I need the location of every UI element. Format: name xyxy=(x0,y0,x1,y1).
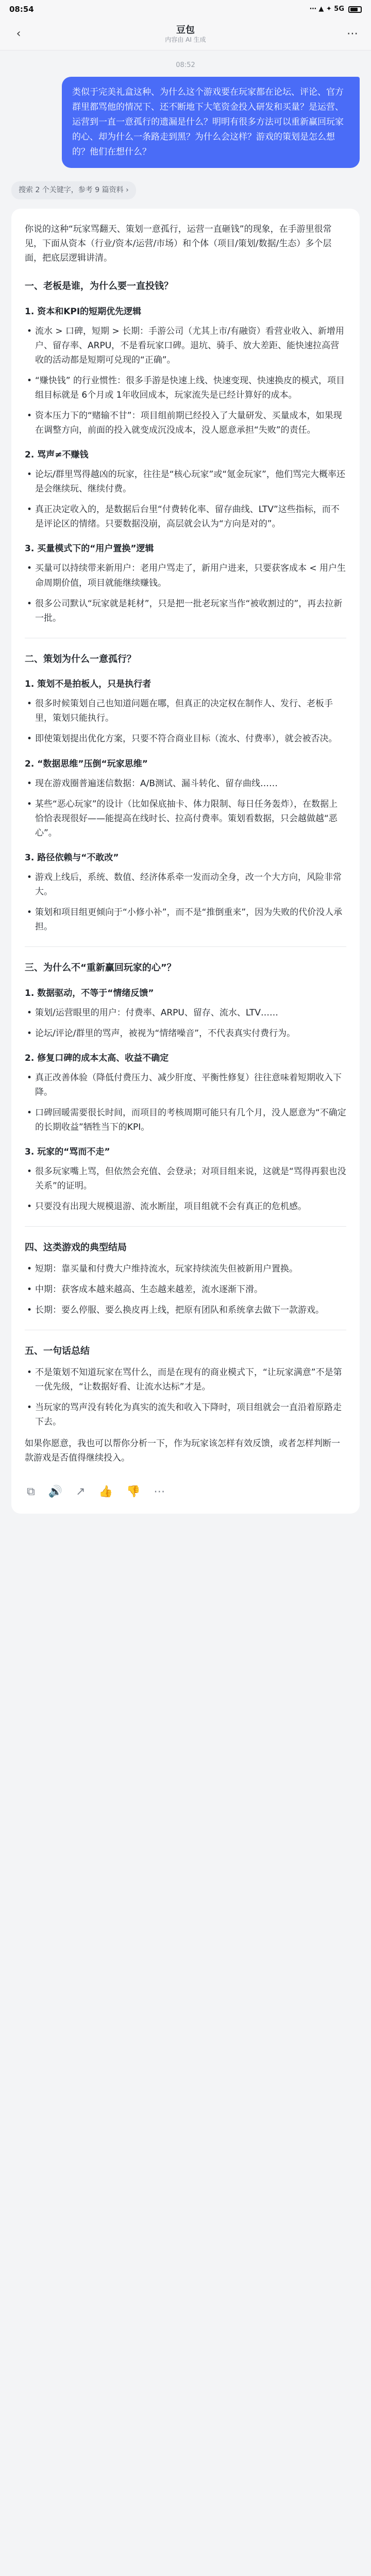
thumbs-up-icon[interactable]: 👍 xyxy=(98,1485,113,1499)
subsection-heading: 3. 路径依赖与“不敢改” xyxy=(25,852,119,863)
assistant-answer xyxy=(11,209,360,1514)
bullet-item: • 游戏上线后，系统、数值、经济体系牵一发而动全身，改一个大方向，风险非常大。 xyxy=(25,870,346,899)
bullet-item: • 短期：靠买量和付费大户维持流水，玩家持续流失但被新用户置换。 xyxy=(25,1262,346,1276)
status-bar xyxy=(0,0,371,19)
page-title: 豆包 xyxy=(176,24,195,36)
bullet-list xyxy=(25,467,346,531)
bullet-item: • 某些“恶心玩家”的设计（比如保底抽卡、体力限制、每日任务轰炸），在数据上恰恰表现很好——能提高在线时长、拉高付费率。策划看数据，只会越做越“恶心”。 xyxy=(25,797,346,840)
bullet-list xyxy=(25,324,346,437)
share-icon[interactable]: ↗ xyxy=(76,1485,86,1499)
header-title-group[interactable] xyxy=(165,25,206,44)
bullet-item: • 长期：要么停服、要么换皮再上线，把原有团队和系统拿去做下一款游戏。 xyxy=(25,1303,346,1317)
status-icons xyxy=(310,4,362,14)
bullet-item: • 口碑回暖需要很长时间，而项目的考核周期可能只有几个月，没人愿意为“不确定的长期收益”牺牲当下的KPI。 xyxy=(25,1106,346,1134)
subsection-heading: 1. 策划不是拍板人，只是执行者 xyxy=(25,679,151,690)
bullet-item: • “赚快钱” 的行业惯性：很多手游是快速上线、快速变现、快速换皮的模式，项目组目标就是 6个月或 1年收回成本，玩家流失是已经计算好的成本。 xyxy=(25,374,346,402)
answer-closing: 如果你愿意，我也可以帮你分析一下，作为玩家该怎样有效反馈，或者怎样判断一款游戏是否值得继续投入。 xyxy=(25,1438,340,1463)
bullet-list xyxy=(25,870,346,934)
more-icon[interactable]: ⋯ xyxy=(346,27,358,41)
section-heading: 四、这类游戏的典型结局 xyxy=(25,1242,127,1253)
section-heading: 三、为什么不“重新赢回玩家的心”？ xyxy=(25,962,176,973)
bullet-item: • 很多时候策划自己也知道问题在哪，但真正的决定权在制作人、发行、老板手里，策划只能执行。 xyxy=(25,697,346,725)
section-divider xyxy=(25,946,346,947)
bullet-item: • 论坛/评论/群里的骂声，被视为“情绪噪音”，不代表真实付费行为。 xyxy=(25,1026,346,1041)
battery-icon xyxy=(348,6,362,13)
bullet-item: • 真正决定收入的，是数据后台里“付费转化率、留存曲线、LTV”这些指标，而不是评论区的情绪。只要数据没崩，高层就会认为“方向是对的”。 xyxy=(25,502,346,531)
bullet-item: • 很多公司默认“玩家就是耗材”，只是把一批老玩家当作“被收割过的”，再去拉新一批。 xyxy=(25,597,346,625)
bullet-item: • 论坛/群里骂得越凶的玩家，往往是“核心玩家”或“氪金玩家”，他们骂完大概率还是会继续玩、继续付费。 xyxy=(25,467,346,496)
section-heading: 二、策划为什么一意孤行？ xyxy=(25,653,136,665)
page-subtitle: 内容由 AI 生成 xyxy=(165,36,206,43)
answer-sections xyxy=(25,279,346,1429)
message-timestamp: 08:52 xyxy=(176,61,195,69)
user-message-bubble[interactable]: 类似于完美礼盒这种、为什么这个游戏要在玩家都在论坛、评论、官方群里都骂他的情况下、还不断地下大笔资金投入研发和买量？是运营、运营到一直一意孤行的遗漏是什么？明明有很多方法可以重新赢回玩家的心、却为什么一条路走到黑？为什么会这样？游戏的策划是怎么想的？他们在想什么？ xyxy=(62,77,360,167)
bullet-item: • 资本压力下的“赌输不甘”：项目组前期已经投入了大量研发、买量成本，如果现在调整方向，前面的投入就变成沉没成本，没人愿意承担“失败”的责任。 xyxy=(25,409,346,437)
bullet-list xyxy=(25,1262,346,1317)
answer-intro: 你说的这种“玩家骂翻天、策划一意孤行，运营一直砸钱”的现象，在手游里很常见，下面从资本（行业/资本/运营/市场）和个体（项目/策划/数据/生态）多个层面，把底层逻辑讲清。 xyxy=(25,224,332,264)
bullet-item: • 当玩家的骂声没有转化为真实的流失和收入下降时，项目组就会一直沿着原路走下去。 xyxy=(25,1400,346,1429)
subsection-heading: 1. 资本和KPI的短期优先逻辑 xyxy=(25,306,142,317)
bullet-list xyxy=(25,1164,346,1214)
section-divider xyxy=(25,1226,346,1227)
bullet-item: • 只要没有出现大规模退游、流水断崖，项目组就不会有真正的危机感。 xyxy=(25,1199,346,1214)
bullet-item: • 买量可以持续带来新用户：老用户骂走了，新用户进来，只要获客成本 < 用户生命周期价值，项目就能继续赚钱。 xyxy=(25,561,346,590)
message-actions xyxy=(25,1473,346,1503)
bullet-item: • 真正改善体验（降低付费压力、减少肝度、平衡性修复）往往意味着短期收入下降。 xyxy=(25,1071,346,1099)
bullet-list xyxy=(25,1006,346,1041)
copy-icon[interactable]: ⧉ xyxy=(27,1485,35,1499)
bullet-item: • 很多玩家嘴上骂，但依然会充值、会登录；对项目组来说，这就是“骂得再狠也没关系”的证明。 xyxy=(25,1164,346,1193)
section-heading: 五、一句话总结 xyxy=(25,1346,90,1357)
subsection-heading: 2. 修复口碑的成本太高、收益不确定 xyxy=(25,1053,169,1063)
bullet-item: • 现在游戏圈普遍迷信数据：A/B测试、漏斗转化、留存曲线…… xyxy=(25,776,346,791)
bullet-item: • 流水 > 口碑，短期 > 长期：手游公司（尤其上市/有融资）看营业收入、新增用户、留存率、ARPU，不是看玩家口碑。退坑、骑手、放大差距、能快速拉高营收的活动都是短期可兑现的“正确”。 xyxy=(25,324,346,367)
bullet-item: • 不是策划不知道玩家在骂什么，而是在现有的商业模式下，“让玩家满意”不是第一优先级，“让数据好看、让流水达标”才是。 xyxy=(25,1365,346,1394)
bullet-list xyxy=(25,1365,346,1429)
bullet-item: • 中期：获客成本越来越高、生态越来越差，流水逐渐下滑。 xyxy=(25,1282,346,1297)
search-reference-chip[interactable]: 搜索 2 个关键字，参考 9 篇资料 › xyxy=(11,181,136,199)
bullet-item: • 即使策划提出优化方案，只要不符合商业目标（流水、付费率），就会被否决。 xyxy=(25,732,346,746)
subsection-heading: 2. 骂声≠不赚钱 xyxy=(25,450,89,461)
status-time: 08:54 xyxy=(9,4,34,14)
subsection-heading: 3. 玩家的“骂而不走” xyxy=(25,1147,110,1158)
bullet-item: • 策划/运营眼里的用户：付费率、ARPU、留存、流水、LTV…… xyxy=(25,1006,346,1020)
bullet-list xyxy=(25,561,346,625)
subsection-heading: 3. 买量模式下的“用户置换”逻辑 xyxy=(25,544,154,554)
bullet-list xyxy=(25,697,346,746)
thumbs-down-icon[interactable]: 👎 xyxy=(126,1485,141,1499)
bullet-item: • 策划和项目组更倾向于“小修小补”，而不是“推倒重来”，因为失败的代价没人承担。 xyxy=(25,905,346,934)
chat-header xyxy=(0,19,371,50)
signal-icons: ⋯ ▲ ✦ 5G xyxy=(309,5,344,13)
speaker-icon[interactable]: 🔊 xyxy=(48,1485,63,1499)
bullet-list xyxy=(25,1071,346,1134)
bullet-list xyxy=(25,776,346,840)
section-heading: 一、老板是谁，为什么要一直投钱？ xyxy=(25,281,173,292)
subsection-heading: 2. “数据思维”压倒“玩家思维” xyxy=(25,758,148,769)
more-actions-icon[interactable]: ⋯ xyxy=(154,1485,165,1499)
back-arrow-icon[interactable]: ‹ xyxy=(16,27,21,41)
subsection-heading: 1. 数据驱动，不等于“情绪反馈” xyxy=(25,988,154,998)
